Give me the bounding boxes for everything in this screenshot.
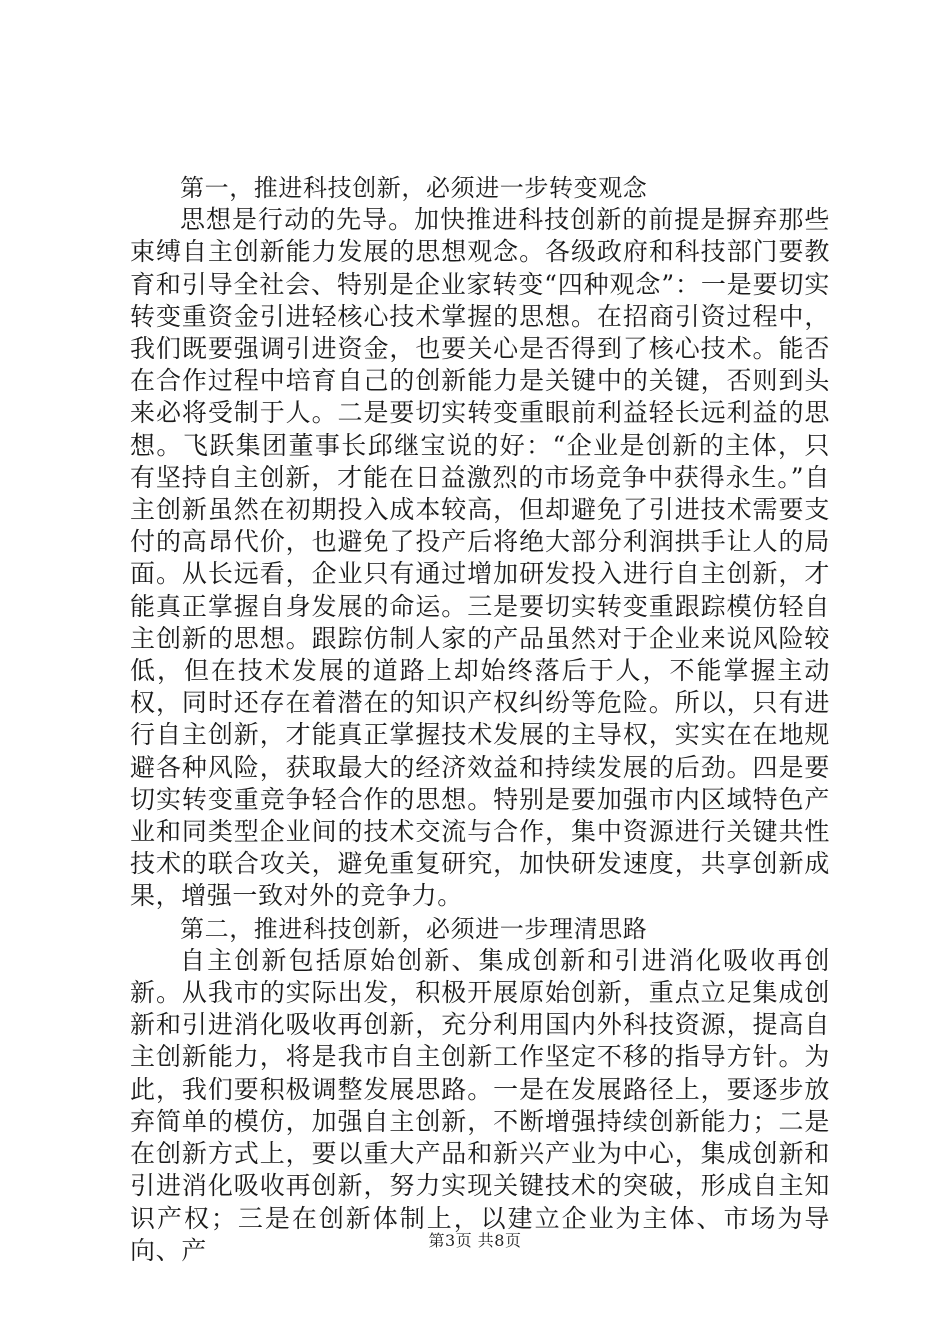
paragraph-1: 思想是行动的先导。加快推进科技创新的前提是摒弃那些束缚自主创新能力发展的思想观念。各级政府和科技部门要教育和引导全社会、特别是企业家转变“四种观念”：一是要切实转变重资金引进轻核心技术掌握的思想。在招商引资过程中，我们既要强调引进资金，也要关心是否得到了核心技术。能否在合作过程中培育自己的创新能力是关键中的关键，否则到头来必将受制于人。二是要切实转变重眼前利益轻长远利益的思想。飞跃集团董事长邱继宝说的好：“企业是创新的主体，只有坚持自主创新，才能在日益激烈的市场竞争中获得永生。”自主创新虽然在初期投入成本较高，但却避免了引进技术需要支付的高昂代价，也避免了投产后将绝大部分利润拱手让人的局面。从长远看，企业只有通过增加研发投入进行自主创新，才能真正掌握自身发展的命运。三是要切实转变重跟踪模仿轻自主创新的思想。跟踪仿制人家的产品虽然对于企业来说风险较低，但在技术发展的道路上却始终落后于人，不能掌握主动权，同时还存在着潜在的知识产权纠纷等危险。所以，只有进行自主创新，才能真正掌握技术发展的主导权，实实在在地规避各种风险，获取最大的经济效益和持续发展的后劲。四是要切实转变重竞争轻合作的思想。特别是要加强市内区域特色产业和同类型企业间的技术交流与合作，集中资源进行关键共性技术的联合攻关，避免重复研究，加快研发速度，共享创新成果，增强一致对外的竞争力。 bbox=[130, 205, 830, 911]
section-heading-1: 第一，推进科技创新，必须进一步转变观念 bbox=[180, 174, 648, 202]
page-number-footer: 第3页 共8页 bbox=[428, 1231, 522, 1250]
section-heading-2: 第二，推进科技创新，必须进一步理清思路 bbox=[180, 914, 648, 943]
paragraph-2: 自主创新包括原始创新、集成创新和引进消化吸收再创新。从我市的实际出发，积极开展原始创新，重点立足集成创新和引进消化吸收再创新，充分利用国内外科技资源，提高自主创新能力，将是我市自主创新工作坚定不移的指导方针。为此，我们要积极调整发展思路。一是在发展路径上，要逐步放弃简单的模仿，加强自主创新，不断增强持续创新能力；二是在创新方式上，要以重大产品和新兴产业为中心，集成创新和引进消化吸收再创新，努力实现关键技术的突破，形成自主知识产权；三是在创新体制上，以建立企业为主体、市场为导向、产 bbox=[130, 945, 830, 1265]
document-body bbox=[130, 172, 830, 1267]
